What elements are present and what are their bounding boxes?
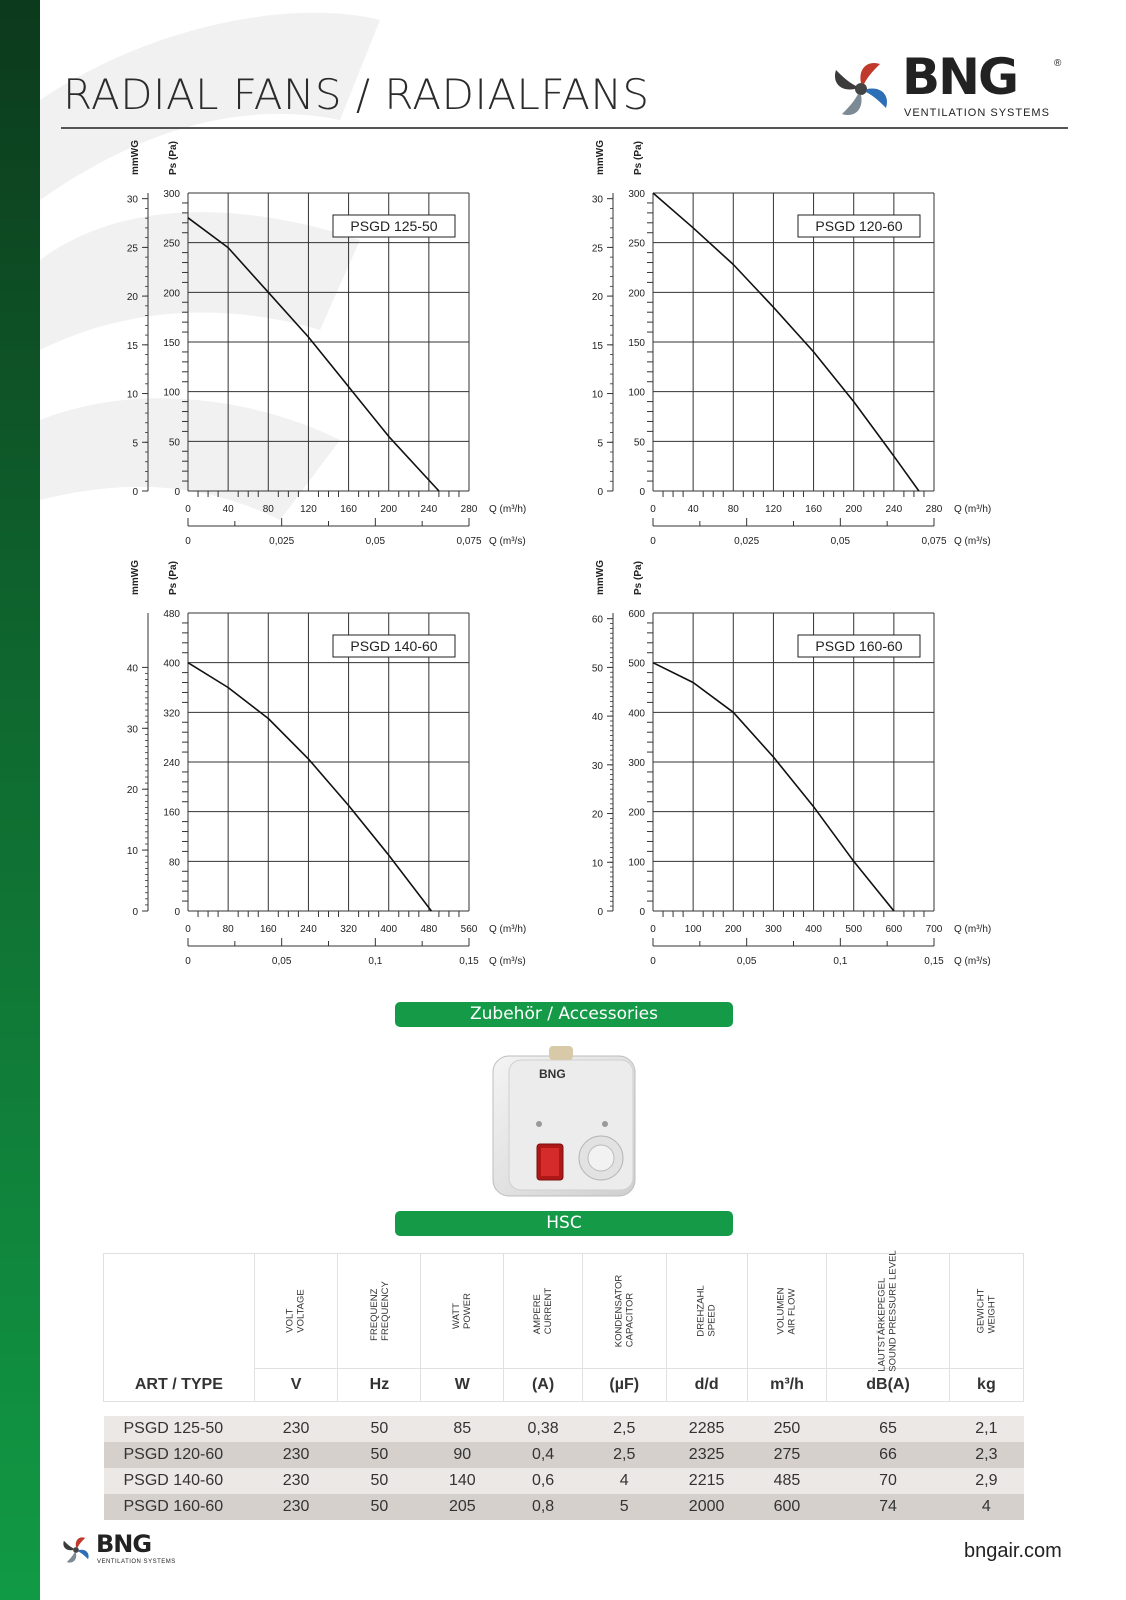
row-capacitor: 5 — [582, 1494, 666, 1520]
y-tick-label: 150 — [628, 338, 645, 349]
y-axis-label-pa: Ps (Pa) — [168, 141, 179, 175]
x2-tick-label: 0,05 — [365, 536, 386, 547]
row-air-flow: 275 — [747, 1442, 827, 1468]
spacer-cell — [104, 1402, 1024, 1417]
header-voltage-text — [285, 1289, 307, 1332]
table-spacer — [104, 1402, 1024, 1417]
logo-subtitle: VENTILATION SYSTEMS — [904, 107, 1050, 119]
header-air-flow-en: AIR FLOW — [786, 1288, 798, 1334]
table-row — [104, 1468, 1024, 1494]
x-tick-label: 480 — [420, 924, 438, 935]
x-tick-label: 120 — [765, 504, 782, 515]
table-unit-row — [104, 1369, 1024, 1402]
header-sound-level — [827, 1249, 949, 1372]
x-axis-label: Q (m³/h) — [954, 924, 992, 935]
chart-psgd-140-60 — [110, 560, 550, 985]
y-tick-label: 200 — [628, 288, 645, 300]
row-speed: 2325 — [666, 1442, 747, 1468]
logo-wordmark: BNG — [902, 48, 1017, 106]
x-tick-label: 40 — [222, 504, 234, 515]
header-sound-level-de: LAUTSTÄRKEPEGEL — [877, 1277, 889, 1372]
chart-psgd-160-60 — [575, 560, 1015, 985]
mmwg-tick-label: 20 — [591, 809, 603, 821]
mmwg-tick-label: 40 — [591, 712, 603, 724]
x2-tick-label: 0,15 — [459, 956, 479, 967]
mmwg-tick-label: 5 — [132, 438, 138, 450]
mmwg-tick-label: 20 — [126, 292, 138, 304]
x-tick-label: 0 — [185, 504, 191, 515]
x2-tick-label: 0,05 — [830, 536, 851, 547]
chart-title: PSGD 120-60 — [815, 218, 903, 234]
mmwg-tick-label: 10 — [126, 846, 138, 858]
y-tick-label: 500 — [628, 658, 645, 670]
x-tick-label: 0 — [650, 924, 656, 935]
y-tick-label: 200 — [163, 288, 180, 300]
table-row — [104, 1494, 1024, 1520]
x2-tick-label: 0,025 — [269, 536, 295, 547]
mmwg-tick-label: 20 — [126, 785, 138, 797]
row-sound-level: 70 — [827, 1468, 949, 1494]
row-capacitor: 4 — [582, 1468, 666, 1494]
y-axis-label-pa: Ps (Pa) — [633, 561, 644, 595]
header-voltage-de: VOLT — [285, 1308, 297, 1333]
mmwg-tick-label: 30 — [591, 194, 603, 206]
y-tick-label: 400 — [163, 658, 180, 670]
mmwg-tick-label: 0 — [597, 907, 603, 918]
row-capacitor: 2,5 — [582, 1416, 666, 1442]
header-speed — [666, 1254, 747, 1369]
y-tick-label: 200 — [628, 807, 645, 819]
y-tick-label: 250 — [163, 238, 180, 250]
brand-logo — [828, 48, 1068, 126]
unit-capacitor: (µF) — [582, 1369, 666, 1402]
row-power: 205 — [421, 1494, 504, 1520]
header-weight-de: GEWICHT — [975, 1288, 987, 1333]
row-air-flow: 250 — [747, 1416, 827, 1442]
row-weight: 4 — [949, 1494, 1023, 1520]
x-tick-label: 500 — [845, 924, 863, 935]
x-tick-label: 80 — [262, 504, 274, 515]
header-sound-level-text — [877, 1250, 899, 1371]
y-tick-label: 50 — [168, 437, 180, 449]
footer-fan-icon — [60, 1534, 92, 1566]
mmwg-tick-label: 0 — [597, 487, 603, 498]
mmwg-tick-label: 30 — [126, 724, 138, 736]
mmwg-tick-label: 0 — [132, 907, 138, 918]
row-sound-level: 65 — [827, 1416, 949, 1442]
title-divider — [61, 127, 1068, 129]
header-weight — [949, 1254, 1023, 1369]
y-axis-label-mmwg: mmWG — [130, 140, 141, 175]
x-tick-label: 100 — [684, 924, 702, 935]
x-tick-label: 300 — [765, 924, 782, 935]
x2-tick-label: 0,05 — [736, 956, 757, 967]
header-frequency-de: FREQUENZ — [368, 1288, 380, 1341]
header-capacitor-en: CAPACITOR — [624, 1292, 636, 1347]
footer-url[interactable]: bngair.com — [964, 1540, 1062, 1562]
header-current-text — [532, 1287, 554, 1333]
fan-logo-icon — [828, 56, 894, 122]
row-weight: 2,3 — [949, 1442, 1023, 1468]
x-tick-label: 240 — [885, 504, 903, 515]
header-speed-de: DREHZAHL — [695, 1284, 707, 1337]
header-weight-en: WEIGHT — [986, 1294, 998, 1333]
y-tick-label: 100 — [628, 857, 645, 869]
chart-psgd-125-50 — [110, 140, 550, 565]
row-power: 85 — [421, 1416, 504, 1442]
y-tick-label: 600 — [628, 609, 645, 620]
mmwg-tick-label: 40 — [126, 663, 138, 675]
header-frequency-text — [368, 1281, 390, 1341]
art-type-label: ART / TYPE — [104, 1369, 255, 1402]
x2-tick-label: 0 — [185, 536, 191, 547]
mmwg-tick-label: 30 — [126, 194, 138, 206]
y-axis-label-mmwg: mmWG — [595, 140, 606, 175]
mmwg-tick-label: 10 — [591, 389, 603, 401]
mmwg-tick-label: 15 — [591, 340, 603, 352]
header-voltage-en: VOLTAGE — [296, 1288, 308, 1333]
unit-current: (A) — [504, 1369, 583, 1402]
accessories-label: Zubehör / Accessories — [395, 1002, 733, 1027]
x-tick-label: 0 — [185, 924, 191, 935]
header-capacitor — [582, 1254, 666, 1369]
product-logo-text: BNG — [539, 1067, 566, 1081]
row-frequency: 50 — [338, 1494, 421, 1520]
row-speed: 2000 — [666, 1494, 747, 1520]
x-tick-label: 80 — [222, 924, 234, 935]
mmwg-tick-label: 50 — [591, 663, 603, 675]
unit-frequency: Hz — [338, 1369, 421, 1402]
row-type: PSGD 160-60 — [104, 1494, 255, 1520]
row-capacitor: 2,5 — [582, 1442, 666, 1468]
unit-speed: d/d — [666, 1369, 747, 1402]
x2-tick-label: 0,15 — [924, 956, 944, 967]
y-tick-label: 50 — [633, 437, 645, 449]
unit-sound-level: dB(A) — [827, 1369, 949, 1402]
x-tick-label: 200 — [380, 504, 398, 515]
mmwg-tick-label: 5 — [597, 438, 603, 450]
x2-tick-label: 0,075 — [921, 536, 947, 547]
header-power-en: POWER — [462, 1292, 474, 1329]
x2-tick-label: 0 — [185, 956, 191, 967]
header-air-flow-de: VOLUMEN — [775, 1287, 787, 1334]
x-tick-label: 160 — [805, 504, 822, 515]
chart-title: PSGD 125-50 — [350, 218, 438, 234]
row-speed: 2215 — [666, 1468, 747, 1494]
y-axis-label-pa: Ps (Pa) — [168, 561, 179, 595]
x-tick-label: 240 — [420, 504, 438, 515]
header-voltage — [254, 1254, 338, 1369]
row-frequency: 50 — [338, 1416, 421, 1442]
x2-tick-label: 0,1 — [833, 956, 848, 967]
table-row — [104, 1416, 1024, 1442]
x2-tick-label: 0,1 — [368, 956, 383, 967]
x-axis-label: Q (m³/h) — [954, 504, 992, 515]
y-axis-label-mmwg: mmWG — [130, 560, 141, 595]
chart-title: PSGD 140-60 — [350, 638, 438, 654]
row-current: 0,38 — [504, 1416, 583, 1442]
chart-title: PSGD 160-60 — [815, 638, 903, 654]
x-axis-label: Q (m³/h) — [489, 924, 527, 935]
x-tick-label: 400 — [380, 924, 398, 935]
row-weight: 2,9 — [949, 1468, 1023, 1494]
side-accent-bar — [0, 0, 40, 1600]
header-frequency — [338, 1254, 421, 1369]
x-tick-label: 280 — [460, 504, 478, 515]
unit-air-flow: m³/h — [747, 1369, 827, 1402]
footer-logo-sub: VENTILATION SYSTEMS — [97, 1559, 176, 1565]
y-tick-label: 250 — [628, 238, 645, 250]
row-type: PSGD 140-60 — [104, 1468, 255, 1494]
x2-axis-label: Q (m³/s) — [954, 956, 991, 967]
header-air-flow — [747, 1254, 827, 1369]
row-voltage: 230 — [254, 1442, 338, 1468]
row-voltage: 230 — [254, 1416, 338, 1442]
unit-weight: kg — [949, 1369, 1023, 1402]
y-tick-label: 320 — [163, 708, 180, 720]
header-power — [421, 1254, 504, 1369]
mmwg-tick-label: 10 — [591, 858, 603, 870]
x-tick-label: 600 — [885, 924, 903, 935]
x-tick-label: 240 — [300, 924, 317, 935]
row-current: 0,4 — [504, 1442, 583, 1468]
y-tick-label: 100 — [163, 387, 180, 399]
row-voltage: 230 — [254, 1494, 338, 1520]
y-tick-label: 100 — [628, 387, 645, 399]
header-sound-level-en: SOUND PRESSURE LEVEL — [888, 1249, 900, 1372]
y-tick-label: 150 — [163, 338, 180, 349]
row-air-flow: 600 — [747, 1494, 827, 1520]
hsc-controller-image — [487, 1044, 641, 1202]
y-tick-label: 0 — [174, 907, 180, 918]
footer-logo — [60, 1530, 190, 1570]
unit-voltage: V — [254, 1369, 338, 1402]
x2-axis-label: Q (m³/s) — [489, 956, 526, 967]
y-axis-label-pa: Ps (Pa) — [633, 141, 644, 175]
registered-mark: ® — [1054, 58, 1062, 69]
x-axis-label: Q (m³/h) — [489, 504, 527, 515]
y-axis-label-mmwg: mmWG — [595, 560, 606, 595]
mmwg-tick-label: 25 — [591, 243, 603, 255]
header-weight-text — [975, 1288, 997, 1333]
footer-logo-word: BNG — [96, 1530, 152, 1558]
header-power-de: WATT — [451, 1302, 463, 1329]
row-current: 0,6 — [504, 1468, 583, 1494]
y-tick-label: 400 — [628, 708, 645, 720]
x2-tick-label: 0,05 — [271, 956, 292, 967]
header-air-flow-text — [776, 1287, 798, 1334]
header-current-de: AMPERE — [532, 1293, 544, 1334]
row-weight: 2,1 — [949, 1416, 1023, 1442]
header-capacitor-de: KONDENSATOR — [613, 1274, 625, 1347]
y-tick-label: 480 — [163, 609, 180, 620]
x2-axis-label: Q (m³/s) — [489, 536, 526, 547]
y-tick-label: 300 — [628, 758, 645, 769]
header-power-text — [451, 1293, 473, 1329]
header-current — [504, 1254, 583, 1369]
y-tick-label: 300 — [163, 189, 180, 200]
row-frequency: 50 — [338, 1442, 421, 1468]
x2-tick-label: 0,025 — [734, 536, 760, 547]
mmwg-tick-label: 60 — [591, 614, 603, 626]
x2-tick-label: 0,075 — [456, 536, 482, 547]
x-tick-label: 200 — [724, 924, 742, 935]
y-tick-label: 240 — [163, 758, 180, 769]
x-tick-label: 700 — [925, 924, 943, 935]
row-sound-level: 66 — [827, 1442, 949, 1468]
y-tick-label: 80 — [168, 857, 180, 869]
row-frequency: 50 — [338, 1468, 421, 1494]
header-capacitor-text — [613, 1274, 635, 1347]
header-frequency-en: FREQUENCY — [379, 1280, 391, 1341]
row-power: 90 — [421, 1442, 504, 1468]
header-speed-en: SPEED — [706, 1303, 718, 1337]
x-tick-label: 120 — [300, 504, 317, 515]
header-current-en: CURRENT — [543, 1287, 555, 1334]
row-type: PSGD 120-60 — [104, 1442, 255, 1468]
row-type: PSGD 125-50 — [104, 1416, 255, 1442]
y-tick-label: 300 — [628, 189, 645, 200]
mmwg-tick-label: 30 — [591, 760, 603, 772]
mmwg-tick-label: 15 — [126, 340, 138, 352]
chart-psgd-120-60 — [575, 140, 1015, 565]
x-tick-label: 200 — [845, 504, 863, 515]
row-power: 140 — [421, 1468, 504, 1494]
x-tick-label: 40 — [687, 504, 699, 515]
row-current: 0,8 — [504, 1494, 583, 1520]
mmwg-tick-label: 20 — [591, 292, 603, 304]
mmwg-tick-label: 0 — [132, 487, 138, 498]
table-row — [104, 1442, 1024, 1468]
x-tick-label: 160 — [340, 504, 357, 515]
x2-tick-label: 0 — [650, 956, 656, 967]
x2-axis-label: Q (m³/s) — [954, 536, 991, 547]
y-tick-label: 0 — [639, 907, 645, 918]
x-tick-label: 160 — [259, 924, 277, 935]
x-tick-label: 0 — [650, 504, 656, 515]
x2-tick-label: 0 — [650, 536, 656, 547]
x-tick-label: 320 — [340, 924, 357, 935]
row-voltage: 230 — [254, 1468, 338, 1494]
performance-curve — [188, 663, 431, 911]
performance-curve — [188, 218, 439, 491]
row-speed: 2285 — [666, 1416, 747, 1442]
hsc-label: HSC — [395, 1211, 733, 1236]
row-sound-level: 74 — [827, 1494, 949, 1520]
y-tick-label: 160 — [163, 807, 180, 819]
header-speed-text — [696, 1285, 718, 1336]
row-air-flow: 485 — [747, 1468, 827, 1494]
y-tick-label: 0 — [174, 487, 180, 498]
mmwg-tick-label: 10 — [126, 389, 138, 401]
spec-table — [103, 1249, 1024, 1520]
y-tick-label: 0 — [639, 487, 645, 498]
x-tick-label: 280 — [925, 504, 943, 515]
page-title: RADIAL FANS / RADIALFANS — [63, 70, 650, 119]
x-tick-label: 80 — [727, 504, 739, 515]
x-tick-label: 400 — [805, 924, 822, 935]
table-header-row — [104, 1254, 1024, 1369]
unit-power: W — [421, 1369, 504, 1402]
corner-cell — [104, 1254, 255, 1369]
x-tick-label: 560 — [460, 924, 478, 935]
mmwg-tick-label: 25 — [126, 243, 138, 255]
